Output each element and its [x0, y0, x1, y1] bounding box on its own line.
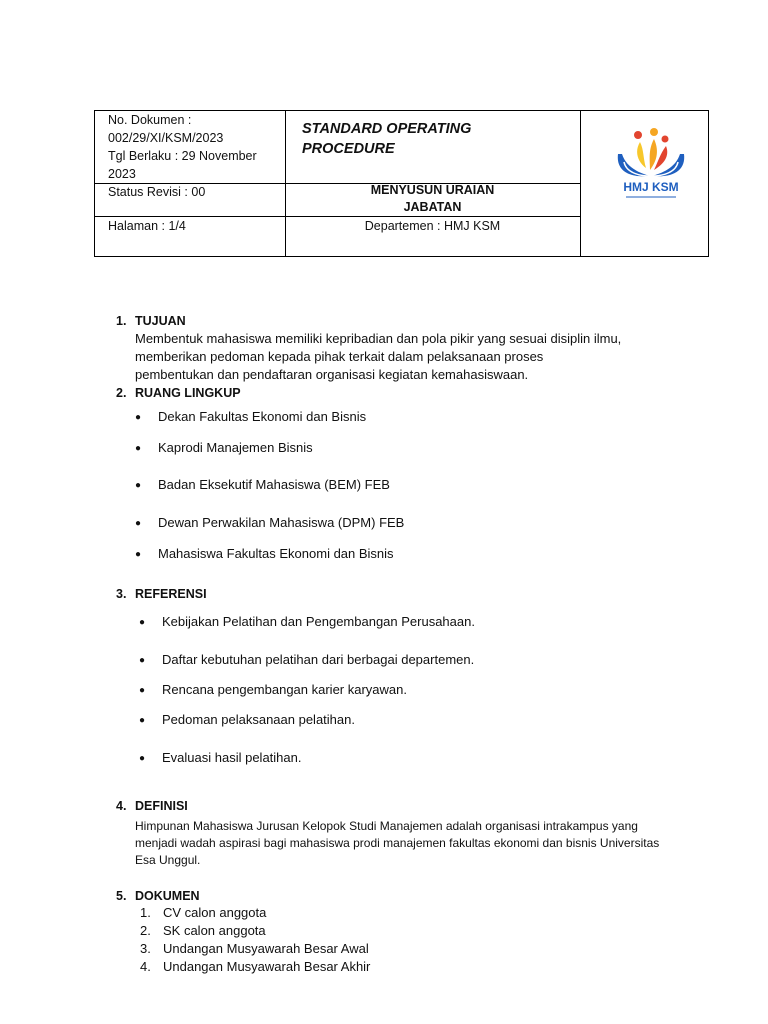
- list-item-text: Undangan Musyawarah Besar Akhir: [163, 959, 371, 974]
- list-item-text: Kaprodi Manajemen Bisnis: [158, 440, 313, 455]
- section-referensi-title: [116, 585, 207, 603]
- list-item: [135, 545, 394, 564]
- paragraph-line: Himpunan Mahasiswa Jurusan Kelopok Studi Manajemen adalah organisasi intrakampus yang: [135, 819, 638, 833]
- section-heading: DOKUMEN: [135, 889, 200, 903]
- section-definisi-title: [116, 797, 188, 815]
- section-ruang-lingkup-title: [116, 384, 241, 402]
- paragraph-line: menjadi wadah aspirasi bagi mahasiswa prodi manajemen fakultas ekonomi dan bisnis Universitas: [135, 836, 660, 850]
- logo-text: HMJ KSM: [623, 180, 679, 194]
- section-heading: RUANG LINGKUP: [135, 386, 241, 400]
- section-dokumen-title: [116, 887, 200, 905]
- list-item: [139, 651, 474, 670]
- bullet-icon: ●: [139, 655, 146, 666]
- doc-number-label: No. Dokumen :: [108, 113, 192, 127]
- section-heading: TUJUAN: [135, 314, 186, 328]
- item-number: 4.: [140, 959, 151, 974]
- bullet-icon: ●: [135, 443, 142, 454]
- paragraph-line: Membentuk mahasiswa memiliki kepribadian dan pola pikir yang sesuai disiplin ilmu,: [135, 331, 622, 346]
- bullet-icon: ●: [135, 518, 142, 529]
- bullet-icon: ●: [135, 412, 142, 423]
- list-item-text: Dewan Perwakilan Mahasiswa (DPM) FEB: [158, 515, 405, 530]
- section-number: 5.: [116, 889, 127, 903]
- list-item: [139, 711, 355, 730]
- section-number: 1.: [116, 314, 127, 328]
- list-item: [140, 940, 369, 958]
- paragraph-line: memberikan pedoman kepada pihak terkait dalam pelaksanaan proses: [135, 349, 544, 364]
- sop-subject-line1: MENYUSUN URAIAN: [370, 183, 495, 197]
- list-item-text: Dekan Fakultas Ekonomi dan Bisnis: [158, 409, 367, 424]
- department: Departemen : HMJ KSM: [364, 219, 501, 233]
- effective-date-line2: 2023: [108, 167, 136, 181]
- page-number: Halaman : 1/4: [108, 219, 186, 233]
- bullet-icon: ●: [139, 685, 146, 696]
- bullet-icon: ●: [139, 617, 146, 628]
- list-item: [139, 749, 301, 768]
- list-item: [135, 476, 390, 495]
- section-number: 2.: [116, 386, 127, 400]
- list-item-text: Daftar kebutuhan pelatihan dari berbagai departemen.: [162, 652, 475, 667]
- section-heading: DEFINISI: [135, 799, 188, 813]
- list-item-text: Undangan Musyawarah Besar Awal: [163, 941, 369, 956]
- doc-number-value: 002/29/XI/KSM/2023: [108, 131, 224, 145]
- list-item-text: Evaluasi hasil pelatihan.: [162, 750, 302, 765]
- sop-title-line2: PROCEDURE: [302, 141, 395, 157]
- list-item: [140, 958, 370, 976]
- section-heading: REFERENSI: [135, 587, 207, 601]
- sop-title: [302, 119, 572, 159]
- sop-title-line1: STANDARD OPERATING: [302, 121, 472, 137]
- list-item: [135, 514, 404, 533]
- list-item-text: Mahasiswa Fakultas Ekonomi dan Bisnis: [158, 546, 394, 561]
- list-item-text: Rencana pengembangan karier karyawan.: [162, 682, 407, 697]
- section-number: 4.: [116, 799, 127, 813]
- bullet-icon: ●: [135, 549, 142, 560]
- list-item-text: Pedoman pelaksanaan pelatihan.: [162, 712, 355, 727]
- list-item: [139, 613, 475, 632]
- list-item-text: Kebijakan Pelatihan dan Pengembangan Perusahaan.: [162, 614, 475, 629]
- bullet-icon: ●: [139, 753, 146, 764]
- paragraph-line: Esa Unggul.: [135, 853, 201, 867]
- list-item: [135, 408, 366, 427]
- list-item: [140, 922, 266, 940]
- list-item: [139, 681, 407, 700]
- list-item-text: SK calon anggota: [163, 923, 266, 938]
- bullet-icon: ●: [139, 715, 146, 726]
- item-number: 2.: [140, 923, 151, 938]
- sop-subject: [285, 182, 580, 216]
- revision-status: Status Revisi : 00: [108, 185, 206, 199]
- item-number: 1.: [140, 905, 151, 920]
- list-item-text: Badan Eksekutif Mahasiswa (BEM) FEB: [158, 477, 390, 492]
- bullet-icon: ●: [135, 480, 142, 491]
- list-item: [135, 439, 313, 458]
- paragraph-line: pembentukan dan pendaftaran organisasi kegiatan kemahasiswaan.: [135, 367, 529, 382]
- section-tujuan-body: [135, 330, 695, 384]
- item-number: 3.: [140, 941, 151, 956]
- sop-subject-line2: JABATAN: [403, 200, 462, 214]
- list-item: [140, 904, 266, 922]
- list-item-text: CV calon anggota: [163, 905, 267, 920]
- section-definisi-body: [135, 818, 710, 869]
- section-number: 3.: [116, 587, 127, 601]
- hmj-ksm-logo: [610, 126, 692, 206]
- effective-date-line1: Tgl Berlaku : 29 November: [108, 149, 257, 163]
- section-tujuan-title: [116, 312, 186, 330]
